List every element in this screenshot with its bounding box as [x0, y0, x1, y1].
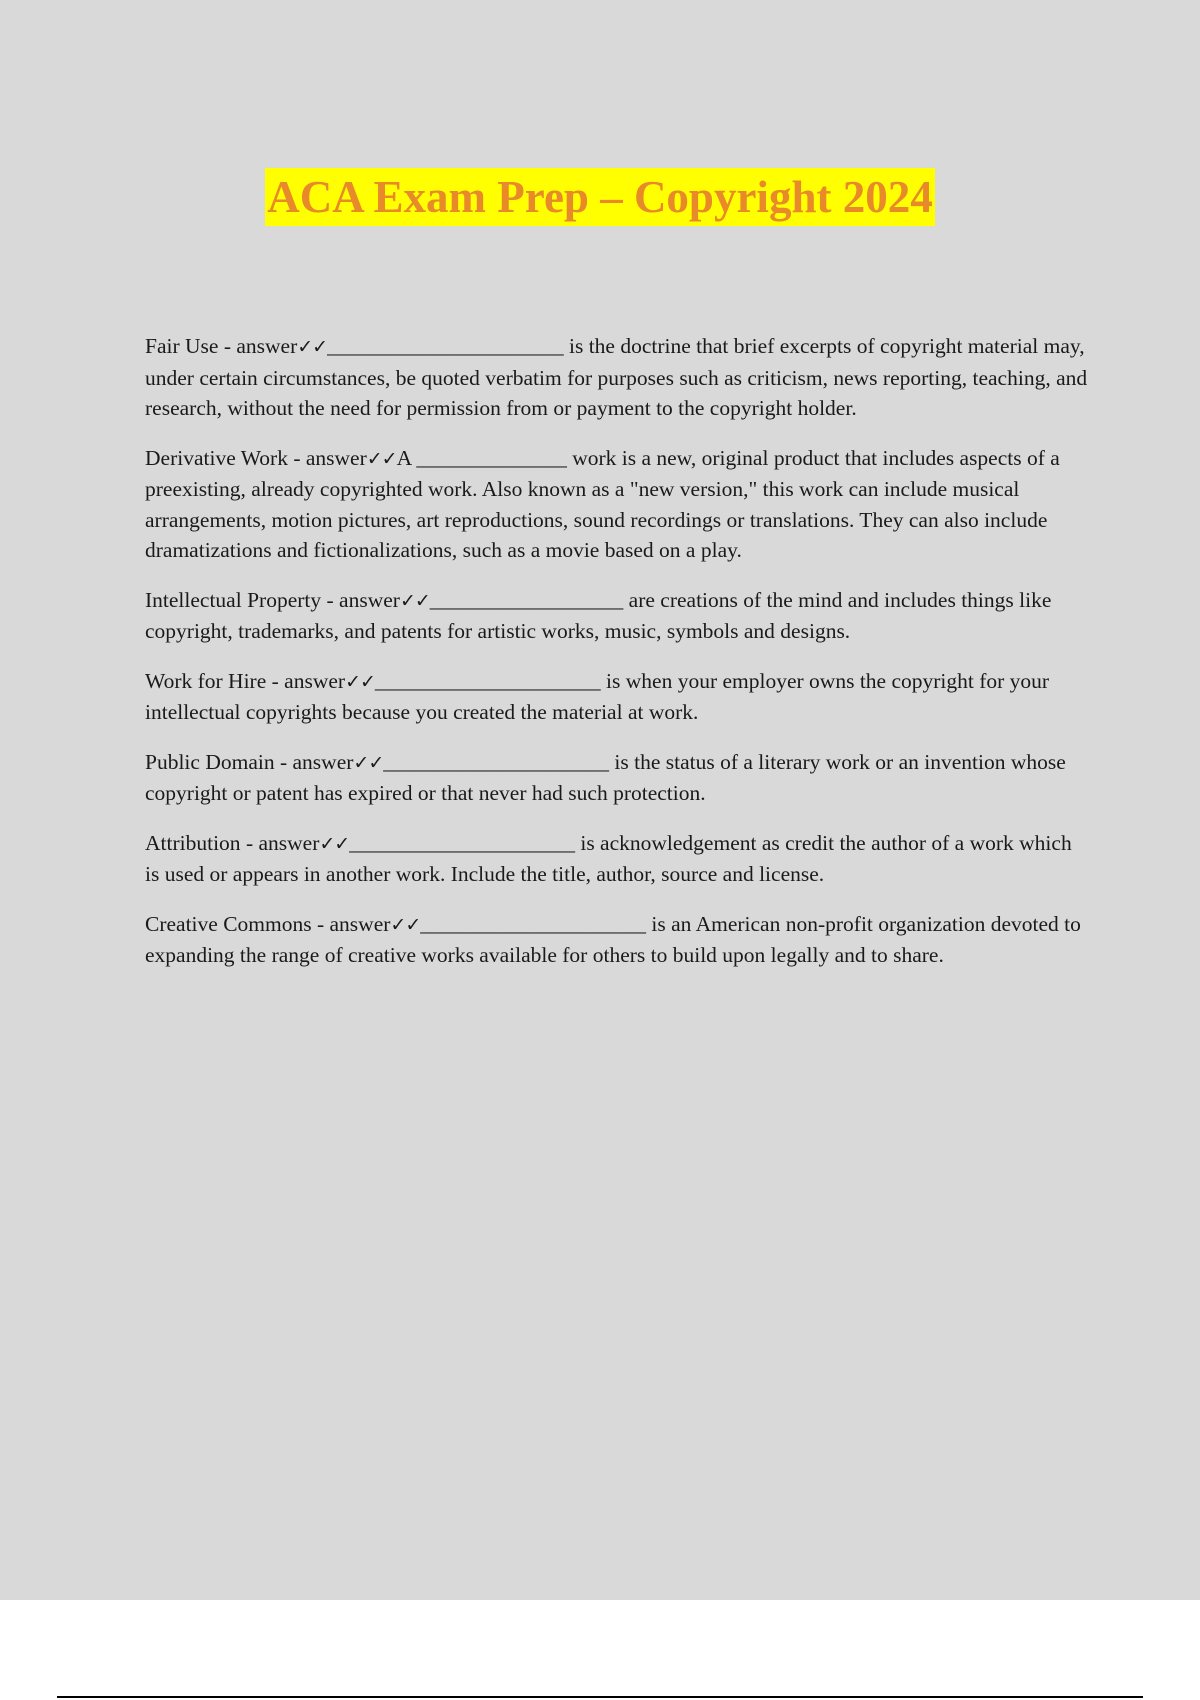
entry-definition: ______________________ is the doctrine that brief excerpts of copyright material may, under certain circumstances, be quoted verbatim for purposes such as criticism, news reporting, teaching, and research, without the need for permission from or payment to the copyright holder.	[145, 334, 1088, 420]
entry-definition: _____________________ is the status of a literary work or an invention whose copyright or patent has expired or that never had such protection.	[145, 749, 1066, 805]
entry-separator: - answer	[321, 587, 400, 612]
entry-fair-use	[145, 331, 1090, 424]
entry-separator: - answer	[287, 445, 367, 470]
checkmark-icon: ✓✓	[297, 336, 328, 358]
entry-separator: - answer	[274, 749, 354, 774]
entry-separator: - answer	[240, 830, 320, 855]
entry-definition: A ______________ work is a new, original product that includes aspects of a preexisting, already copyrighted work. Also known as a "new version," this work can include musical arrangements, motion pictures, art reproductions, sound recordings or translations. They can also include dramatizations and fictionalizations, such as a movie based on a play.	[145, 445, 1060, 562]
entry-list	[145, 331, 1090, 990]
entry-term: Creative Commons	[145, 911, 312, 936]
document-title: ACA Exam Prep – Copyright 2024	[265, 168, 934, 226]
entry-term: Intellectual Property	[145, 587, 322, 612]
entry-attribution	[145, 828, 1090, 890]
entry-term: Public Domain	[145, 749, 275, 774]
entry-work-for-hire	[145, 666, 1090, 728]
entry-separator: - answer	[218, 334, 298, 358]
entry-term: Derivative Work	[145, 445, 288, 470]
checkmark-icon: ✓✓	[399, 589, 430, 612]
entry-separator: - answer	[266, 668, 346, 693]
entry-term: Work for Hire	[145, 668, 267, 693]
entry-creative-commons	[145, 909, 1090, 971]
entry-definition: __________________ are creations of the mind and includes things like copyright, trademarks, and patents for artistic works, music, symbols and designs.	[145, 587, 1052, 643]
entry-separator: - answer	[311, 911, 391, 936]
entry-term: Attribution	[145, 830, 241, 855]
entry-definition: _____________________ is an American non-profit organization devoted to expanding the range of creative works available for others to build upon legally and to share.	[145, 911, 1081, 967]
checkmark-icon: ✓✓	[353, 751, 384, 774]
checkmark-icon: ✓✓	[319, 832, 350, 855]
checkmark-icon: ✓✓	[366, 447, 397, 470]
entry-public-domain	[145, 747, 1090, 809]
entry-intellectual-property	[145, 585, 1090, 647]
entry-definition: _____________________ is acknowledgement as credit the author of a work which is used or appears in another work. Include the title, author, source and license.	[145, 830, 1072, 886]
footer-divider	[57, 1696, 1143, 1698]
entry-term: Fair Use	[145, 334, 219, 358]
entry-derivative-work	[145, 443, 1090, 566]
checkmark-icon: ✓✓	[345, 670, 375, 693]
checkmark-icon: ✓✓	[390, 913, 421, 936]
title-container	[0, 168, 1200, 226]
entry-definition: _____________________ is when your employer owns the copyright for your intellectual copyrights because you created the material at work.	[145, 668, 1050, 724]
